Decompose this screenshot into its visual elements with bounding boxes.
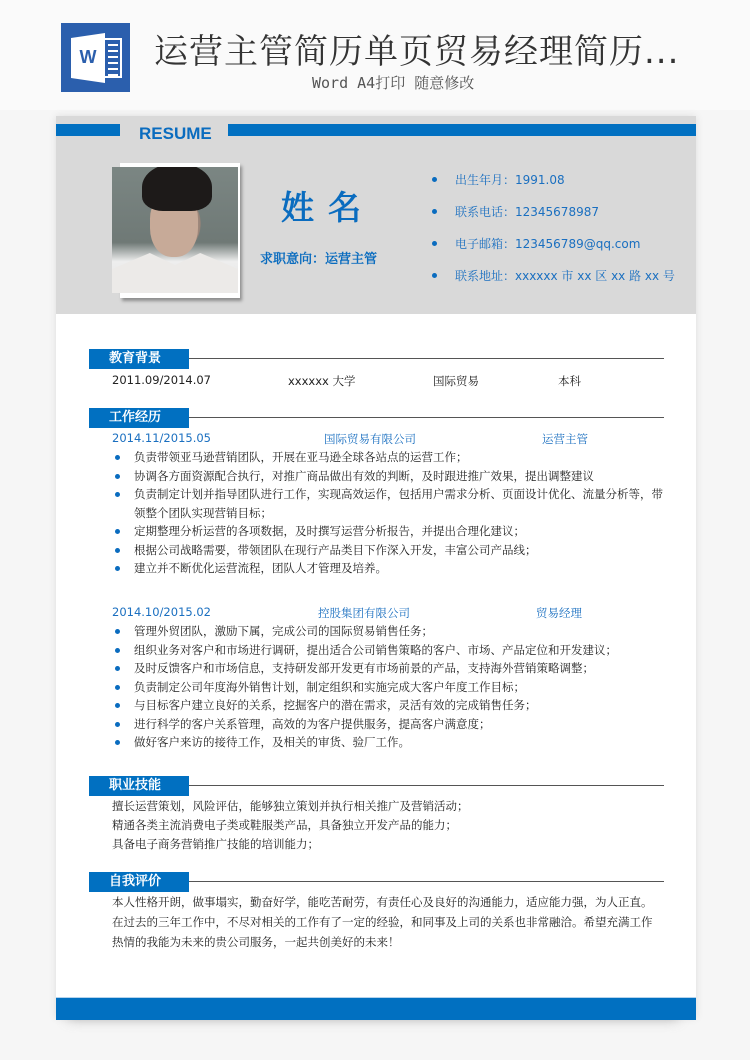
section-work xyxy=(89,408,664,428)
section-education xyxy=(89,349,664,369)
duty-item: 负责制定计划并指导团队进行工作，实现高效运作，包括用户需求分析、页面设计优化、流量分析等，带领整个团队实现营销目标； xyxy=(112,485,672,522)
skill-item: 擅长运营策划，风险评估，能够独立策划并执行相关推广及营销活动； xyxy=(112,799,469,813)
self-evaluation-text: 本人性格开朗，做事塌实，勤奋好学，能吃苦耐劳，有责任心及良好的沟通能力，适应能力强，为人正直。在过去的三年工作中，不尽对相关的工作有了一定的经验，和同事及上司的关系也非常融洽。希望充满工作热情的我能为未来的贵公司服务，一起共创美好的未来！ xyxy=(112,895,653,949)
birth-date: 出生年月：1991.08 xyxy=(430,171,675,203)
word-doc-icon: W xyxy=(61,23,130,92)
duty-item: 根据公司战略需要，带领团队在现行产品类目下作深入开发，丰富公司产品线； xyxy=(112,541,672,560)
job-position: 贸易经理 xyxy=(536,606,582,620)
duty-item: 建立并不断优化运营流程，团队人才管理及培养。 xyxy=(112,559,672,578)
job-duties xyxy=(112,448,672,578)
duty-item: 及时反馈客户和市场信息，支持研发部开发更有市场前景的产品，支持海外营销策略调整； xyxy=(112,659,672,678)
resume-page xyxy=(56,116,696,1018)
job-duties xyxy=(112,622,672,752)
education-school: xxxxxx 大学 xyxy=(288,374,356,388)
duty-item: 管理外贸团队，激励下属，完成公司的国际贸易销售任务； xyxy=(112,622,672,641)
education-degree: 本科 xyxy=(558,374,581,388)
resume-label: RESUME xyxy=(139,124,212,143)
education-period: 2011.09/2014.07 xyxy=(112,373,211,387)
section-divider xyxy=(189,881,664,882)
section-title: 教育背景 xyxy=(89,349,189,369)
section-self-evaluation xyxy=(89,872,664,892)
document-subtitle: Word A4打印 随意修改 xyxy=(312,74,475,92)
duty-item: 组织业务对客户和市场进行调研，提出适合公司销售策略的客户、市场、产品定位和开发建议； xyxy=(112,641,672,660)
section-title: 自我评价 xyxy=(89,872,189,892)
skill-item: 精通各类主流消费电子类或鞋服类产品，具备独立开发产品的能力； xyxy=(112,818,457,832)
job-company: 控股集团有限公司 xyxy=(318,606,410,620)
phone: 联系电话：12345678987 xyxy=(430,203,675,235)
job-intent: 求职意向：运营主管 xyxy=(260,252,378,267)
section-title: 工作经历 xyxy=(89,408,189,428)
job-period: 2014.10/2015.02 xyxy=(112,605,211,619)
candidate-name: 姓名 xyxy=(281,188,375,227)
email: 电子邮箱：123456789@qq.com xyxy=(430,235,675,267)
job-period: 2014.11/2015.05 xyxy=(112,431,211,445)
duty-item: 与目标客户建立良好的关系，挖掘客户的潜在需求，灵活有效的完成销售任务； xyxy=(112,696,672,715)
section-divider xyxy=(189,417,664,418)
header-bar-right xyxy=(228,124,696,136)
section-skills xyxy=(89,776,664,796)
duty-item: 负责制定公司年度海外销售计划，制定组织和实施完成大客户年度工作目标； xyxy=(112,678,672,697)
document-title: 运营主管简历单页贸易经理简历... xyxy=(154,32,680,72)
header-bar-left xyxy=(56,124,120,136)
top-banner xyxy=(0,0,750,110)
duty-item: 定期整理分析运营的各项数据，及时撰写运营分析报告，并提出合理化建议； xyxy=(112,522,672,541)
duty-item: 负责带领亚马逊营销团队，开展在亚马逊全球各站点的运营工作； xyxy=(112,448,672,467)
footer-bar xyxy=(56,997,696,1020)
resume-header xyxy=(56,116,696,314)
duty-item: 协调各方面资源配合执行，对推广商品做出有效的判断，及时跟进推广效果，提出调整建议 xyxy=(112,467,672,486)
job-company: 国际贸易有限公司 xyxy=(324,432,416,446)
address: 联系地址：xxxxxx 市 xx 区 xx 路 xx 号 xyxy=(430,267,675,299)
job-position: 运营主管 xyxy=(542,432,588,446)
section-title: 职业技能 xyxy=(89,776,189,796)
section-divider xyxy=(189,785,664,786)
section-divider xyxy=(189,358,664,359)
skills-list xyxy=(112,797,672,854)
profile-photo xyxy=(112,167,238,293)
duty-item: 做好客户来访的接待工作，及相关的审货、验厂工作。 xyxy=(112,733,672,752)
contact-info-list xyxy=(430,171,675,299)
skill-item: 具备电子商务营销推广技能的培训能力； xyxy=(112,837,319,851)
duty-item: 进行科学的客户关系管理，高效的为客户提供服务，提高客户满意度； xyxy=(112,715,672,734)
education-major: 国际贸易 xyxy=(433,374,479,388)
